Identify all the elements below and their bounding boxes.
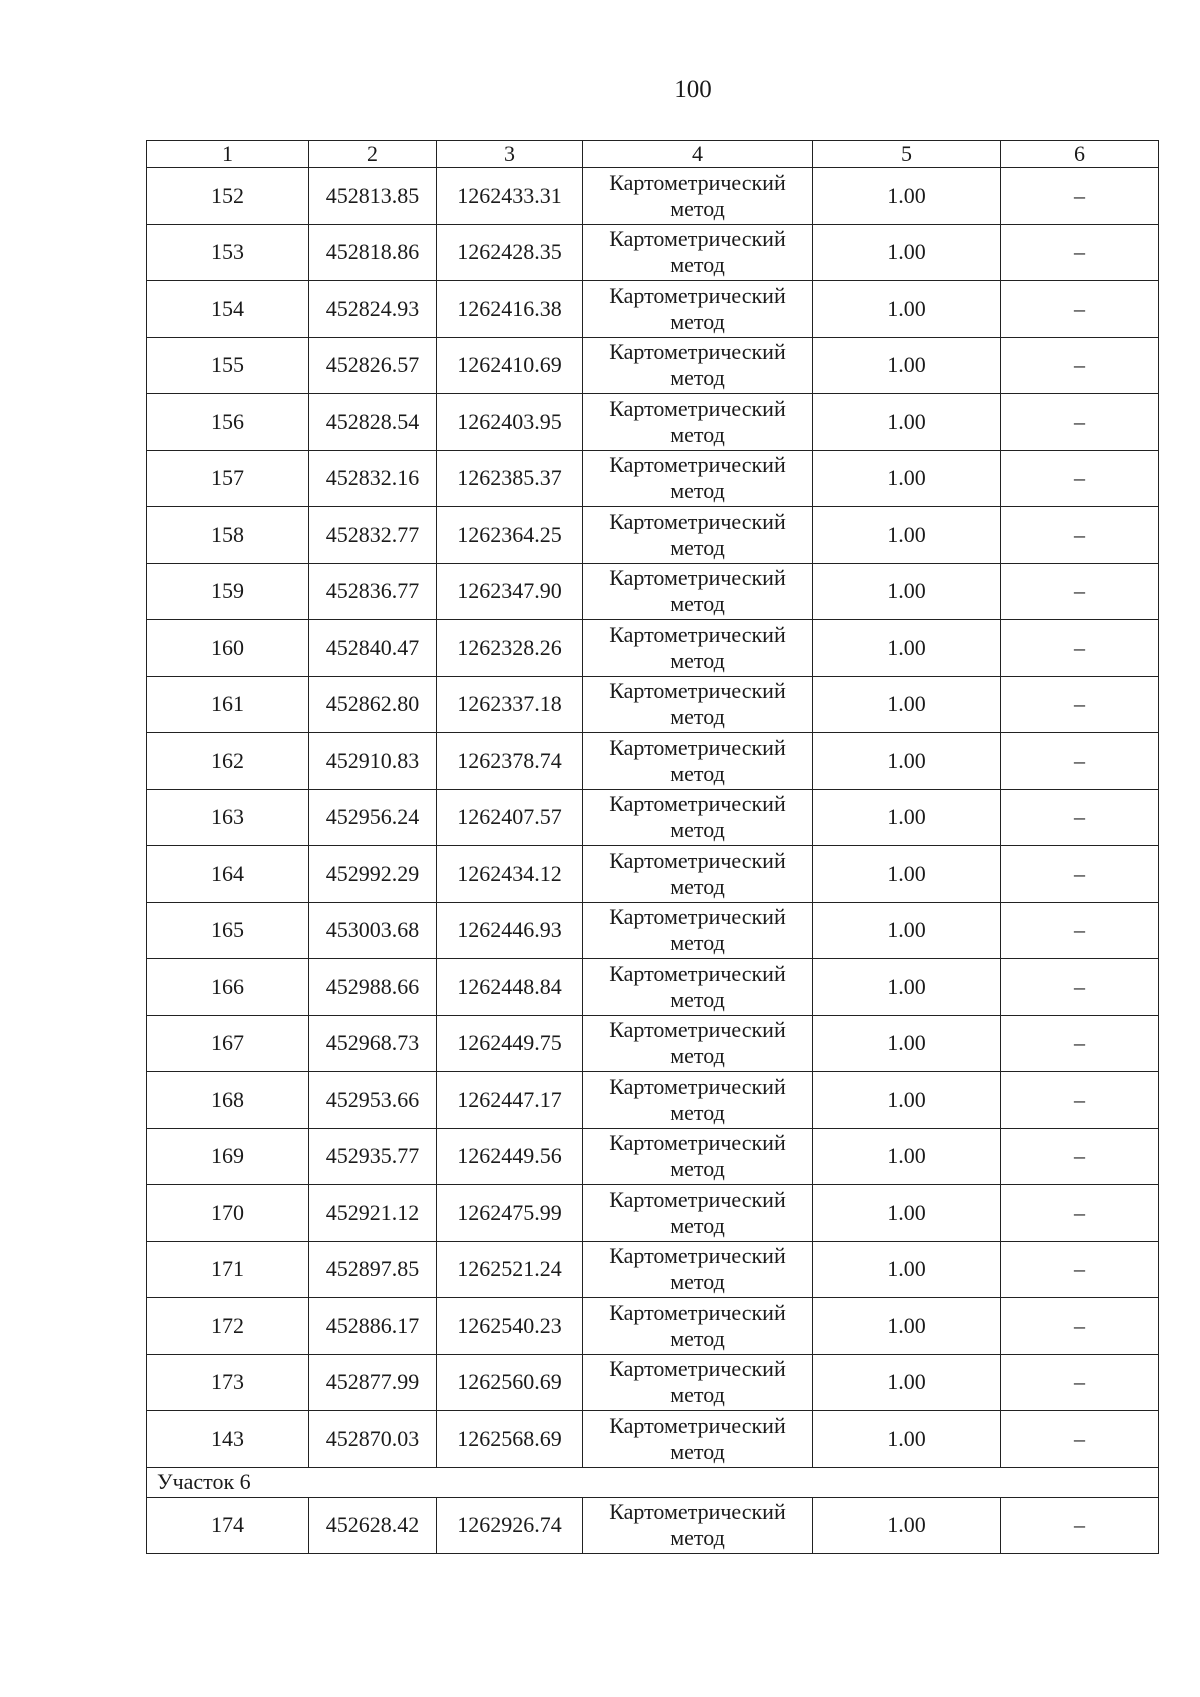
point-number-cell: 158 xyxy=(147,507,309,564)
column-header-6: 6 xyxy=(1001,141,1159,168)
y-coordinate-cell: 1262926.74 xyxy=(437,1497,583,1554)
y-coordinate-cell: 1262328.26 xyxy=(437,620,583,677)
description-cell: – xyxy=(1001,168,1159,225)
accuracy-cell: 1.00 xyxy=(813,507,1001,564)
table-row xyxy=(147,846,1159,903)
y-coordinate-cell: 1262434.12 xyxy=(437,846,583,903)
point-number-cell: 170 xyxy=(147,1185,309,1242)
y-coordinate-cell: 1262521.24 xyxy=(437,1241,583,1298)
accuracy-cell: 1.00 xyxy=(813,1411,1001,1468)
x-coordinate-cell: 452953.66 xyxy=(309,1072,437,1129)
description-cell: – xyxy=(1001,394,1159,451)
method-cell: Картометрический метод xyxy=(583,789,813,846)
point-number-cell: 168 xyxy=(147,1072,309,1129)
method-cell: Картометрический метод xyxy=(583,676,813,733)
point-number-cell: 157 xyxy=(147,450,309,507)
y-coordinate-cell: 1262475.99 xyxy=(437,1185,583,1242)
x-coordinate-cell: 452818.86 xyxy=(309,224,437,281)
table-row xyxy=(147,224,1159,281)
accuracy-cell: 1.00 xyxy=(813,1015,1001,1072)
description-cell: – xyxy=(1001,959,1159,1016)
y-coordinate-cell: 1262407.57 xyxy=(437,789,583,846)
point-number-cell: 174 xyxy=(147,1497,309,1554)
description-cell: – xyxy=(1001,620,1159,677)
accuracy-cell: 1.00 xyxy=(813,902,1001,959)
coordinates-table-container xyxy=(146,140,1158,1554)
section-label: Участок 6 xyxy=(147,1467,1159,1497)
point-number-cell: 164 xyxy=(147,846,309,903)
point-number-cell: 172 xyxy=(147,1298,309,1355)
point-number-cell: 156 xyxy=(147,394,309,451)
table-row xyxy=(147,733,1159,790)
x-coordinate-cell: 452992.29 xyxy=(309,846,437,903)
accuracy-cell: 1.00 xyxy=(813,959,1001,1016)
method-cell: Картометрический метод xyxy=(583,394,813,451)
method-cell: Картометрический метод xyxy=(583,507,813,564)
method-cell: Картометрический метод xyxy=(583,1072,813,1129)
method-cell: Картометрический метод xyxy=(583,337,813,394)
coordinates-table xyxy=(146,140,1159,1554)
accuracy-cell: 1.00 xyxy=(813,394,1001,451)
y-coordinate-cell: 1262378.74 xyxy=(437,733,583,790)
method-cell: Картометрический метод xyxy=(583,733,813,790)
method-cell: Картометрический метод xyxy=(583,620,813,677)
table-row xyxy=(147,789,1159,846)
description-cell: – xyxy=(1001,507,1159,564)
column-header-2: 2 xyxy=(309,141,437,168)
accuracy-cell: 1.00 xyxy=(813,1497,1001,1554)
description-cell: – xyxy=(1001,902,1159,959)
x-coordinate-cell: 452921.12 xyxy=(309,1185,437,1242)
description-cell: – xyxy=(1001,1128,1159,1185)
point-number-cell: 143 xyxy=(147,1411,309,1468)
accuracy-cell: 1.00 xyxy=(813,450,1001,507)
description-cell: – xyxy=(1001,450,1159,507)
point-number-cell: 161 xyxy=(147,676,309,733)
method-cell: Картометрический метод xyxy=(583,1241,813,1298)
point-number-cell: 160 xyxy=(147,620,309,677)
description-cell: – xyxy=(1001,846,1159,903)
accuracy-cell: 1.00 xyxy=(813,1354,1001,1411)
x-coordinate-cell: 452840.47 xyxy=(309,620,437,677)
x-coordinate-cell: 452910.83 xyxy=(309,733,437,790)
table-row xyxy=(147,563,1159,620)
y-coordinate-cell: 1262337.18 xyxy=(437,676,583,733)
table-row xyxy=(147,1185,1159,1242)
point-number-cell: 165 xyxy=(147,902,309,959)
y-coordinate-cell: 1262447.17 xyxy=(437,1072,583,1129)
description-cell: – xyxy=(1001,1497,1159,1554)
y-coordinate-cell: 1262385.37 xyxy=(437,450,583,507)
method-cell: Картометрический метод xyxy=(583,1411,813,1468)
table-row xyxy=(147,337,1159,394)
method-cell: Картометрический метод xyxy=(583,450,813,507)
y-coordinate-cell: 1262560.69 xyxy=(437,1354,583,1411)
y-coordinate-cell: 1262449.56 xyxy=(437,1128,583,1185)
table-body xyxy=(147,168,1159,1554)
y-coordinate-cell: 1262410.69 xyxy=(437,337,583,394)
table-row xyxy=(147,1298,1159,1355)
x-coordinate-cell: 452877.99 xyxy=(309,1354,437,1411)
accuracy-cell: 1.00 xyxy=(813,563,1001,620)
y-coordinate-cell: 1262428.35 xyxy=(437,224,583,281)
accuracy-cell: 1.00 xyxy=(813,846,1001,903)
table-row xyxy=(147,394,1159,451)
page-number: 100 xyxy=(674,76,712,103)
y-coordinate-cell: 1262364.25 xyxy=(437,507,583,564)
point-number-cell: 152 xyxy=(147,168,309,225)
point-number-cell: 167 xyxy=(147,1015,309,1072)
table-row xyxy=(147,902,1159,959)
y-coordinate-cell: 1262446.93 xyxy=(437,902,583,959)
y-coordinate-cell: 1262403.95 xyxy=(437,394,583,451)
x-coordinate-cell: 453003.68 xyxy=(309,902,437,959)
method-cell: Картометрический метод xyxy=(583,563,813,620)
description-cell: – xyxy=(1001,1241,1159,1298)
accuracy-cell: 1.00 xyxy=(813,676,1001,733)
x-coordinate-cell: 452862.80 xyxy=(309,676,437,733)
point-number-cell: 173 xyxy=(147,1354,309,1411)
description-cell: – xyxy=(1001,1015,1159,1072)
description-cell: – xyxy=(1001,1072,1159,1129)
table-row xyxy=(147,1241,1159,1298)
point-number-cell: 166 xyxy=(147,959,309,1016)
accuracy-cell: 1.00 xyxy=(813,337,1001,394)
description-cell: – xyxy=(1001,1354,1159,1411)
description-cell: – xyxy=(1001,1298,1159,1355)
y-coordinate-cell: 1262416.38 xyxy=(437,281,583,338)
description-cell: – xyxy=(1001,224,1159,281)
x-coordinate-cell: 452836.77 xyxy=(309,563,437,620)
accuracy-cell: 1.00 xyxy=(813,1298,1001,1355)
point-number-cell: 171 xyxy=(147,1241,309,1298)
description-cell: – xyxy=(1001,281,1159,338)
accuracy-cell: 1.00 xyxy=(813,789,1001,846)
x-coordinate-cell: 452956.24 xyxy=(309,789,437,846)
table-header-row xyxy=(147,141,1159,168)
x-coordinate-cell: 452870.03 xyxy=(309,1411,437,1468)
accuracy-cell: 1.00 xyxy=(813,224,1001,281)
point-number-cell: 154 xyxy=(147,281,309,338)
x-coordinate-cell: 452968.73 xyxy=(309,1015,437,1072)
x-coordinate-cell: 452935.77 xyxy=(309,1128,437,1185)
x-coordinate-cell: 452828.54 xyxy=(309,394,437,451)
description-cell: – xyxy=(1001,563,1159,620)
accuracy-cell: 1.00 xyxy=(813,1185,1001,1242)
description-cell: – xyxy=(1001,733,1159,790)
column-header-5: 5 xyxy=(813,141,1001,168)
section-row xyxy=(147,1467,1159,1497)
y-coordinate-cell: 1262568.69 xyxy=(437,1411,583,1468)
method-cell: Картометрический метод xyxy=(583,168,813,225)
accuracy-cell: 1.00 xyxy=(813,620,1001,677)
x-coordinate-cell: 452886.17 xyxy=(309,1298,437,1355)
method-cell: Картометрический метод xyxy=(583,1298,813,1355)
description-cell: – xyxy=(1001,337,1159,394)
y-coordinate-cell: 1262448.84 xyxy=(437,959,583,1016)
method-cell: Картометрический метод xyxy=(583,959,813,1016)
method-cell: Картометрический метод xyxy=(583,224,813,281)
point-number-cell: 162 xyxy=(147,733,309,790)
point-number-cell: 155 xyxy=(147,337,309,394)
method-cell: Картометрический метод xyxy=(583,902,813,959)
x-coordinate-cell: 452824.93 xyxy=(309,281,437,338)
accuracy-cell: 1.00 xyxy=(813,733,1001,790)
accuracy-cell: 1.00 xyxy=(813,281,1001,338)
table-row xyxy=(147,450,1159,507)
table-row xyxy=(147,1072,1159,1129)
description-cell: – xyxy=(1001,1411,1159,1468)
point-number-cell: 153 xyxy=(147,224,309,281)
table-row xyxy=(147,959,1159,1016)
x-coordinate-cell: 452988.66 xyxy=(309,959,437,1016)
table-row xyxy=(147,620,1159,677)
table-row xyxy=(147,1497,1159,1554)
x-coordinate-cell: 452897.85 xyxy=(309,1241,437,1298)
point-number-cell: 169 xyxy=(147,1128,309,1185)
column-header-4: 4 xyxy=(583,141,813,168)
accuracy-cell: 1.00 xyxy=(813,1128,1001,1185)
table-row xyxy=(147,281,1159,338)
point-number-cell: 159 xyxy=(147,563,309,620)
method-cell: Картометрический метод xyxy=(583,846,813,903)
x-coordinate-cell: 452826.57 xyxy=(309,337,437,394)
method-cell: Картометрический метод xyxy=(583,1185,813,1242)
accuracy-cell: 1.00 xyxy=(813,1072,1001,1129)
method-cell: Картометрический метод xyxy=(583,1015,813,1072)
table-row xyxy=(147,507,1159,564)
x-coordinate-cell: 452628.42 xyxy=(309,1497,437,1554)
table-row xyxy=(147,168,1159,225)
y-coordinate-cell: 1262540.23 xyxy=(437,1298,583,1355)
table-row xyxy=(147,1015,1159,1072)
point-number-cell: 163 xyxy=(147,789,309,846)
table-row xyxy=(147,1354,1159,1411)
x-coordinate-cell: 452832.16 xyxy=(309,450,437,507)
table-row xyxy=(147,1128,1159,1185)
table-row xyxy=(147,1411,1159,1468)
x-coordinate-cell: 452813.85 xyxy=(309,168,437,225)
method-cell: Картометрический метод xyxy=(583,1497,813,1554)
table-row xyxy=(147,676,1159,733)
method-cell: Картометрический метод xyxy=(583,1128,813,1185)
y-coordinate-cell: 1262433.31 xyxy=(437,168,583,225)
method-cell: Картометрический метод xyxy=(583,281,813,338)
description-cell: – xyxy=(1001,676,1159,733)
method-cell: Картометрический метод xyxy=(583,1354,813,1411)
y-coordinate-cell: 1262347.90 xyxy=(437,563,583,620)
column-header-1: 1 xyxy=(147,141,309,168)
accuracy-cell: 1.00 xyxy=(813,168,1001,225)
description-cell: – xyxy=(1001,1185,1159,1242)
x-coordinate-cell: 452832.77 xyxy=(309,507,437,564)
description-cell: – xyxy=(1001,789,1159,846)
y-coordinate-cell: 1262449.75 xyxy=(437,1015,583,1072)
column-header-3: 3 xyxy=(437,141,583,168)
accuracy-cell: 1.00 xyxy=(813,1241,1001,1298)
